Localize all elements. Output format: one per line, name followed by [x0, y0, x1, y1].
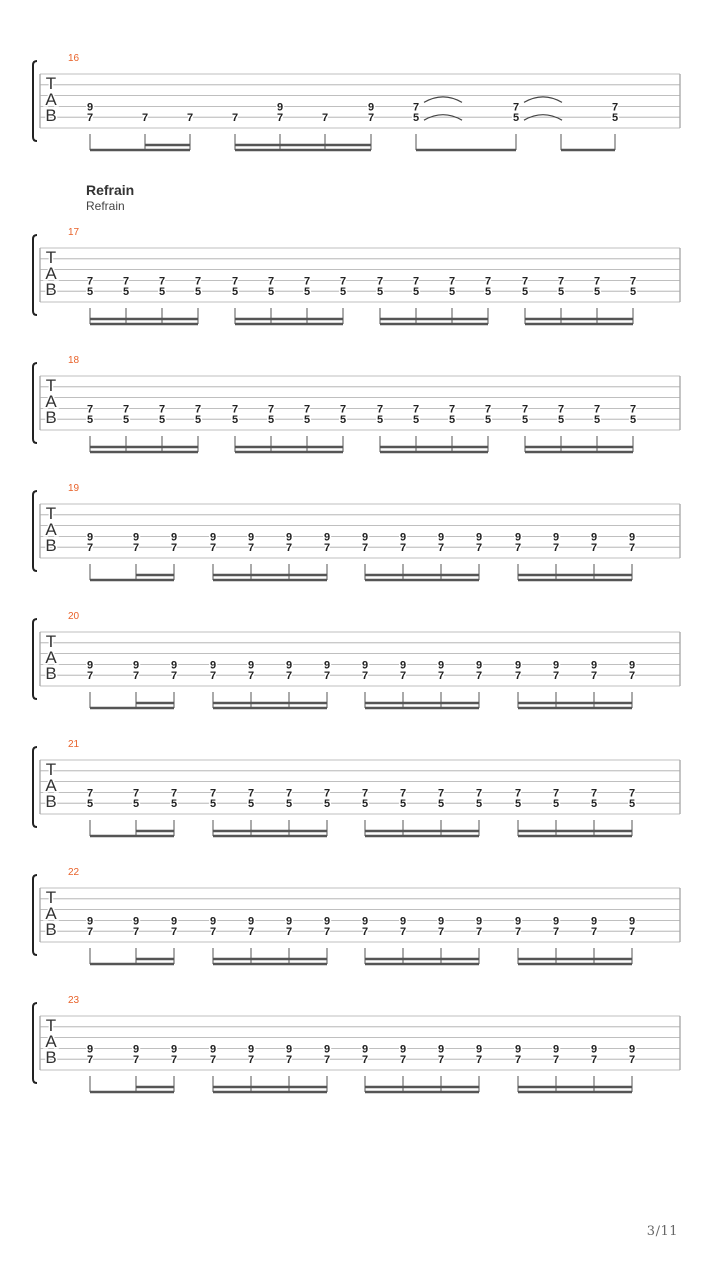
tab-system-18	[33, 355, 680, 452]
fret-number: 5	[628, 798, 636, 811]
fret-number: 9	[247, 915, 255, 928]
fret-number: 5	[303, 414, 311, 427]
fret-number: 5	[512, 112, 520, 125]
fret-number: 7	[170, 670, 178, 683]
fret-number: 7	[399, 926, 407, 939]
fret-number: 5	[158, 414, 166, 427]
fret-number: 7	[86, 1054, 94, 1067]
fret-number: 9	[514, 1043, 522, 1056]
tab-clef-letter: A	[45, 1031, 57, 1051]
fret-number: 7	[437, 542, 445, 555]
tie-arc	[524, 97, 562, 103]
fret-number: 7	[247, 787, 255, 800]
tab-clef-letter: A	[45, 903, 57, 923]
fret-number: 7	[399, 1054, 407, 1067]
tie-arc	[424, 97, 462, 103]
tab-clef-letter: A	[45, 89, 57, 109]
fret-number: 7	[276, 112, 284, 125]
fret-number: 7	[628, 787, 636, 800]
fret-number: 7	[514, 542, 522, 555]
section-subtitle: Refrain	[86, 199, 125, 213]
fret-number: 7	[593, 275, 601, 288]
fret-number: 9	[209, 531, 217, 544]
fret-number: 5	[590, 798, 598, 811]
system-bracket	[33, 235, 37, 315]
fret-number: 5	[437, 798, 445, 811]
fret-number: 5	[361, 798, 369, 811]
fret-number: 9	[361, 915, 369, 928]
fret-number: 7	[552, 787, 560, 800]
fret-number: 7	[231, 403, 239, 416]
tab-clef-letter: A	[45, 647, 57, 667]
fret-number: 7	[321, 112, 329, 125]
fret-number: 7	[552, 670, 560, 683]
fret-number: 9	[437, 531, 445, 544]
fret-number: 9	[170, 659, 178, 672]
fret-number: 7	[514, 787, 522, 800]
fret-number: 7	[86, 403, 94, 416]
fret-number: 5	[170, 798, 178, 811]
fret-number: 7	[437, 1054, 445, 1067]
measure-number: 23	[68, 995, 80, 1006]
fret-number: 7	[170, 787, 178, 800]
fret-number: 7	[399, 670, 407, 683]
tab-clef-letter: A	[45, 775, 57, 795]
fret-number: 9	[475, 1043, 483, 1056]
fret-number: 7	[611, 101, 619, 114]
fret-number: 5	[376, 286, 384, 299]
fret-number: 5	[514, 798, 522, 811]
fret-number: 9	[86, 915, 94, 928]
fret-number: 5	[247, 798, 255, 811]
fret-number: 5	[231, 286, 239, 299]
system-bracket	[33, 619, 37, 699]
fret-number: 7	[590, 670, 598, 683]
fret-number: 7	[475, 1054, 483, 1067]
fret-number: 7	[323, 670, 331, 683]
system-bracket	[33, 1003, 37, 1083]
fret-number: 9	[361, 659, 369, 672]
fret-number: 7	[412, 101, 420, 114]
fret-number: 5	[412, 112, 420, 125]
fret-number: 9	[367, 101, 375, 114]
fret-number: 7	[484, 403, 492, 416]
fret-number: 9	[132, 1043, 140, 1056]
fret-number: 7	[521, 275, 529, 288]
tab-clef-letter: A	[45, 519, 57, 539]
fret-number: 7	[557, 275, 565, 288]
tab-system-23	[33, 995, 680, 1092]
fret-number: 7	[267, 403, 275, 416]
tab-clef-letter: T	[45, 887, 57, 907]
fret-number: 5	[611, 112, 619, 125]
fret-number: 7	[86, 787, 94, 800]
measure-number: 17	[68, 227, 80, 238]
fret-number: 5	[209, 798, 217, 811]
fret-number: 5	[86, 798, 94, 811]
fret-number: 7	[412, 403, 420, 416]
fret-number: 9	[209, 915, 217, 928]
fret-number: 7	[323, 542, 331, 555]
fret-number: 5	[557, 286, 565, 299]
fret-number: 9	[514, 659, 522, 672]
fret-number: 7	[209, 926, 217, 939]
fret-number: 7	[323, 787, 331, 800]
tab-clef-letter: B	[45, 105, 57, 125]
tab-clef-letter: T	[45, 503, 57, 523]
fret-number: 5	[86, 414, 94, 427]
fret-number: 7	[86, 542, 94, 555]
fret-number: 9	[399, 915, 407, 928]
fret-number: 7	[361, 542, 369, 555]
fret-number: 5	[552, 798, 560, 811]
fret-number: 7	[552, 926, 560, 939]
tab-clef-letter: A	[45, 391, 57, 411]
fret-number: 9	[628, 531, 636, 544]
tab-clef-letter: B	[45, 535, 57, 555]
fret-number: 9	[552, 1043, 560, 1056]
fret-number: 5	[557, 414, 565, 427]
fret-number: 5	[521, 414, 529, 427]
fret-number: 7	[323, 926, 331, 939]
fret-number: 9	[552, 659, 560, 672]
fret-number: 9	[285, 915, 293, 928]
fret-number: 5	[412, 414, 420, 427]
fret-number: 9	[247, 531, 255, 544]
fret-number: 7	[132, 670, 140, 683]
fret-number: 9	[399, 1043, 407, 1056]
fret-number: 9	[628, 659, 636, 672]
fret-number: 7	[437, 926, 445, 939]
fret-number: 9	[285, 1043, 293, 1056]
fret-number: 7	[521, 403, 529, 416]
system-bracket	[33, 61, 37, 141]
fret-number: 7	[285, 1054, 293, 1067]
fret-number: 5	[593, 286, 601, 299]
fret-number: 5	[194, 286, 202, 299]
fret-number: 7	[194, 275, 202, 288]
fret-number: 5	[593, 414, 601, 427]
fret-number: 9	[323, 531, 331, 544]
fret-number: 5	[339, 414, 347, 427]
fret-number: 5	[448, 414, 456, 427]
fret-number: 9	[247, 659, 255, 672]
fret-number: 9	[323, 915, 331, 928]
measure-number: 18	[68, 355, 80, 366]
fret-number: 9	[437, 915, 445, 928]
fret-number: 7	[557, 403, 565, 416]
fret-number: 7	[209, 670, 217, 683]
fret-number: 5	[629, 414, 637, 427]
fret-number: 9	[276, 101, 284, 114]
fret-number: 5	[339, 286, 347, 299]
fret-number: 9	[132, 531, 140, 544]
fret-number: 9	[437, 659, 445, 672]
fret-number: 5	[484, 286, 492, 299]
fret-number: 7	[475, 926, 483, 939]
fret-number: 7	[132, 926, 140, 939]
fret-number: 9	[86, 531, 94, 544]
fret-number: 7	[437, 787, 445, 800]
fret-number: 7	[303, 275, 311, 288]
tab-clef-letter: B	[45, 279, 57, 299]
fret-number: 9	[209, 1043, 217, 1056]
tab-clef-letter: B	[45, 791, 57, 811]
fret-number: 7	[475, 670, 483, 683]
fret-number: 9	[323, 659, 331, 672]
fret-number: 7	[122, 275, 130, 288]
fret-number: 7	[122, 403, 130, 416]
fret-number: 5	[629, 286, 637, 299]
system-bracket	[33, 491, 37, 571]
fret-number: 7	[552, 1054, 560, 1067]
fret-number: 9	[323, 1043, 331, 1056]
fret-number: 7	[475, 787, 483, 800]
tab-clef-letter: A	[45, 263, 57, 283]
fret-number: 7	[323, 1054, 331, 1067]
system-bracket	[33, 875, 37, 955]
fret-number: 5	[399, 798, 407, 811]
fret-number: 9	[552, 915, 560, 928]
fret-number: 7	[86, 926, 94, 939]
fret-number: 7	[86, 112, 94, 125]
fret-number: 5	[303, 286, 311, 299]
page-number: 3/11	[646, 1224, 678, 1239]
fret-number: 7	[285, 670, 293, 683]
measure-number: 16	[68, 53, 80, 64]
fret-number: 7	[399, 542, 407, 555]
fret-number: 9	[399, 659, 407, 672]
fret-number: 9	[628, 1043, 636, 1056]
fret-number: 7	[590, 542, 598, 555]
fret-number: 7	[361, 670, 369, 683]
fret-number: 9	[86, 659, 94, 672]
tab-system-16	[33, 53, 680, 150]
tab-clef-letter: B	[45, 919, 57, 939]
fret-number: 7	[86, 670, 94, 683]
fret-number: 5	[86, 286, 94, 299]
fret-number: 7	[339, 275, 347, 288]
fret-number: 9	[285, 659, 293, 672]
fret-number: 5	[376, 414, 384, 427]
fret-number: 7	[158, 403, 166, 416]
fret-number: 9	[590, 1043, 598, 1056]
fret-number: 9	[590, 915, 598, 928]
tab-clef-letter: T	[45, 247, 57, 267]
tab-system-22	[33, 867, 680, 964]
fret-number: 5	[231, 414, 239, 427]
fret-number: 7	[514, 1054, 522, 1067]
fret-number: 7	[628, 542, 636, 555]
fret-number: 5	[122, 414, 130, 427]
fret-number: 7	[247, 926, 255, 939]
fret-number: 5	[412, 286, 420, 299]
fret-number: 9	[475, 915, 483, 928]
fret-number: 7	[158, 275, 166, 288]
fret-number: 9	[170, 1043, 178, 1056]
fret-number: 5	[158, 286, 166, 299]
fret-number: 5	[267, 414, 275, 427]
fret-number: 7	[593, 403, 601, 416]
fret-number: 7	[590, 787, 598, 800]
fret-number: 7	[361, 787, 369, 800]
fret-number: 9	[361, 531, 369, 544]
tab-clef-letter: B	[45, 1047, 57, 1067]
fret-number: 9	[590, 659, 598, 672]
fret-number: 7	[285, 787, 293, 800]
tab-clef-letter: T	[45, 759, 57, 779]
fret-number: 9	[590, 531, 598, 544]
fret-number: 7	[361, 926, 369, 939]
fret-number: 5	[448, 286, 456, 299]
fret-number: 7	[186, 112, 194, 125]
fret-number: 7	[339, 403, 347, 416]
fret-number: 9	[86, 1043, 94, 1056]
measure-number: 21	[68, 739, 80, 750]
section-title: Refrain	[86, 182, 135, 198]
tab-clef-letter: T	[45, 73, 57, 93]
fret-number: 5	[475, 798, 483, 811]
fret-number: 7	[170, 542, 178, 555]
fret-number: 7	[303, 403, 311, 416]
fret-number: 7	[267, 275, 275, 288]
measure-number: 22	[68, 867, 80, 878]
fret-number: 5	[122, 286, 130, 299]
fret-number: 9	[170, 915, 178, 928]
fret-number: 5	[132, 798, 140, 811]
fret-number: 7	[628, 670, 636, 683]
measure-number: 20	[68, 611, 80, 622]
fret-number: 5	[285, 798, 293, 811]
fret-number: 7	[514, 926, 522, 939]
fret-number: 7	[170, 926, 178, 939]
fret-number: 9	[628, 915, 636, 928]
fret-number: 7	[231, 275, 239, 288]
fret-number: 9	[437, 1043, 445, 1056]
fret-number: 7	[628, 926, 636, 939]
fret-number: 7	[247, 1054, 255, 1067]
fret-number: 7	[132, 542, 140, 555]
fret-number: 7	[247, 670, 255, 683]
fret-number: 7	[86, 275, 94, 288]
fret-number: 5	[267, 286, 275, 299]
fret-number: 7	[448, 403, 456, 416]
fret-number: 7	[484, 275, 492, 288]
fret-number: 9	[552, 531, 560, 544]
tab-clef-letter: T	[45, 1015, 57, 1035]
fret-number: 7	[367, 112, 375, 125]
fret-number: 7	[629, 403, 637, 416]
fret-number: 5	[194, 414, 202, 427]
fret-number: 7	[194, 403, 202, 416]
fret-number: 7	[361, 1054, 369, 1067]
fret-number: 7	[628, 1054, 636, 1067]
fret-number: 9	[132, 659, 140, 672]
fret-number: 9	[475, 659, 483, 672]
fret-number: 7	[590, 1054, 598, 1067]
tab-system-21	[33, 739, 680, 836]
fret-number: 9	[170, 531, 178, 544]
fret-number: 9	[514, 531, 522, 544]
fret-number: 7	[376, 403, 384, 416]
fret-number: 9	[514, 915, 522, 928]
fret-number: 7	[376, 275, 384, 288]
system-bracket	[33, 363, 37, 443]
fret-number: 7	[231, 112, 239, 125]
fret-number: 5	[484, 414, 492, 427]
fret-number: 7	[209, 787, 217, 800]
fret-number: 7	[170, 1054, 178, 1067]
fret-number: 7	[209, 1054, 217, 1067]
tab-system-20	[33, 611, 680, 708]
fret-number: 9	[86, 101, 94, 114]
tab-system-17	[33, 227, 680, 324]
fret-number: 7	[247, 542, 255, 555]
fret-number: 7	[132, 787, 140, 800]
fret-number: 7	[512, 101, 520, 114]
tab-clef-letter: T	[45, 375, 57, 395]
measure-number: 19	[68, 483, 80, 494]
system-bracket	[33, 747, 37, 827]
fret-number: 7	[132, 1054, 140, 1067]
tab-system-19	[33, 483, 680, 580]
fret-number: 7	[629, 275, 637, 288]
fret-number: 9	[209, 659, 217, 672]
fret-number: 9	[475, 531, 483, 544]
tab-clef-letter: B	[45, 407, 57, 427]
fret-number: 9	[247, 1043, 255, 1056]
fret-number: 7	[285, 542, 293, 555]
tab-clef-letter: B	[45, 663, 57, 683]
fret-number: 7	[590, 926, 598, 939]
fret-number: 7	[399, 787, 407, 800]
fret-number: 7	[514, 670, 522, 683]
tab-clef-letter: T	[45, 631, 57, 651]
fret-number: 9	[399, 531, 407, 544]
fret-number: 7	[141, 112, 149, 125]
fret-number: 7	[448, 275, 456, 288]
fret-number: 9	[132, 915, 140, 928]
fret-number: 9	[285, 531, 293, 544]
fret-number: 7	[437, 670, 445, 683]
fret-number: 7	[285, 926, 293, 939]
fret-number: 7	[209, 542, 217, 555]
fret-number: 5	[521, 286, 529, 299]
fret-number: 7	[412, 275, 420, 288]
fret-number: 7	[552, 542, 560, 555]
fret-number: 5	[323, 798, 331, 811]
fret-number: 7	[475, 542, 483, 555]
fret-number: 9	[361, 1043, 369, 1056]
